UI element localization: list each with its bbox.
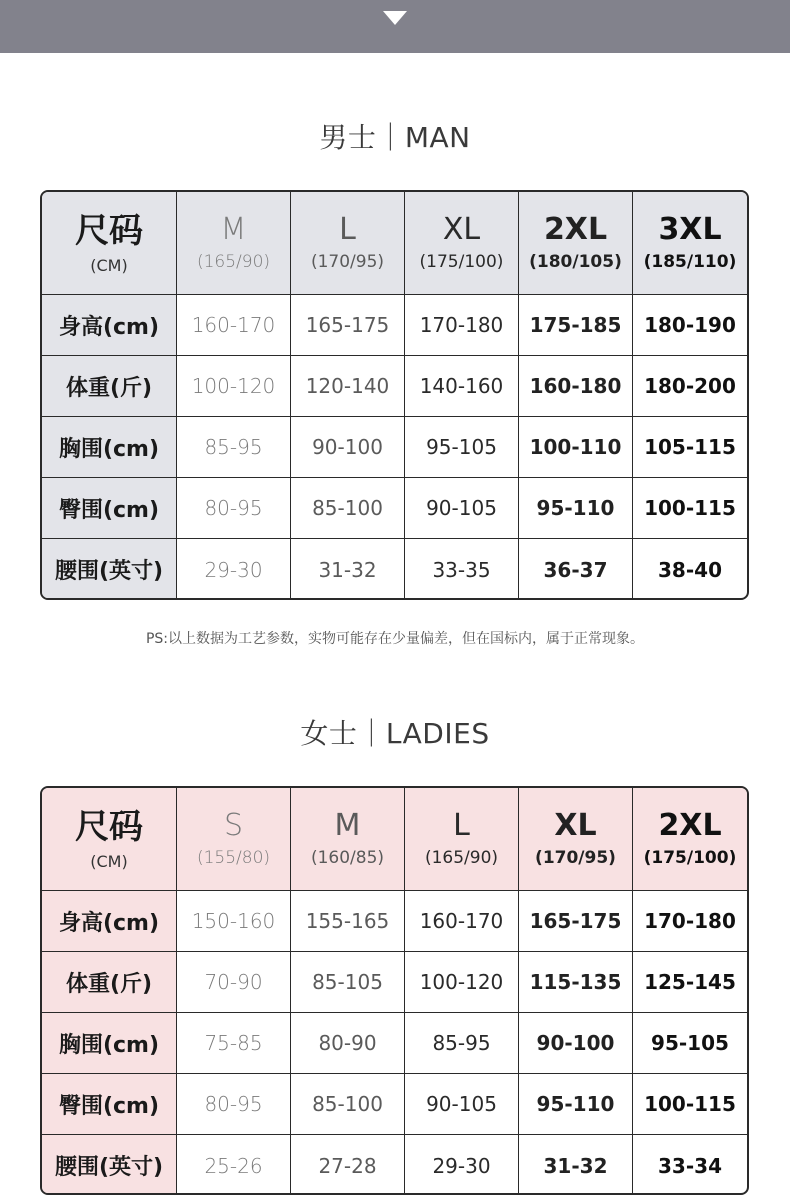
- size-header-cell: [519, 788, 633, 890]
- table-cell: 90-105: [405, 1074, 519, 1134]
- size-header-cell: [177, 192, 291, 294]
- header-label-cell: [42, 788, 177, 890]
- table-cell: 80-95: [177, 478, 291, 538]
- table-cell: 170-180: [644, 909, 736, 933]
- table-cell: 120-140: [291, 356, 405, 416]
- size-label: 尺码: [75, 806, 143, 847]
- size-name: 2XL: [543, 212, 608, 247]
- size-name: XL: [554, 808, 597, 843]
- table-cell: 85-100: [291, 1074, 405, 1134]
- size-code: (165/90): [196, 252, 271, 272]
- table-row: [42, 1013, 747, 1074]
- size-header-cell: [291, 192, 405, 294]
- section-title-man: 男士｜MAN: [319, 121, 471, 154]
- size-code: (170/95): [310, 252, 385, 272]
- table-cell: 85-95: [405, 1013, 519, 1073]
- row-label: 胸围(cm): [42, 1013, 177, 1073]
- size-code: (175/100): [643, 848, 737, 868]
- table-cell: 95-105: [651, 1031, 729, 1055]
- size-header-cell: [405, 192, 519, 294]
- table-row: [42, 539, 747, 600]
- table-row: [42, 356, 747, 417]
- size-code: (175/100): [419, 252, 504, 272]
- size-code: (185/110): [643, 252, 737, 272]
- table-cell: 80-95: [177, 1074, 291, 1134]
- table-row: [42, 1074, 747, 1135]
- triangle-down-icon: [383, 11, 407, 25]
- size-header-cell: [405, 788, 519, 890]
- header-label-cell: [42, 192, 177, 294]
- table-cell: 29-30: [405, 1135, 519, 1195]
- size-header-cell: [633, 788, 747, 890]
- row-label: 体重(斤): [42, 356, 177, 416]
- size-code: (170/95): [535, 848, 616, 868]
- size-table-man: [40, 190, 749, 600]
- footnote: PS:以上数据为工艺参数，实物可能存在少量偏差，但在国标内，属于正常现象。: [145, 631, 645, 647]
- table-row: [42, 952, 747, 1013]
- table-cell: 29-30: [177, 539, 291, 600]
- table-cell: 105-115: [644, 435, 736, 459]
- table-cell: 165-175: [291, 295, 405, 355]
- table-cell: 36-37: [519, 539, 633, 600]
- table-cell: 85-100: [291, 478, 405, 538]
- section-title-women: 女士｜LADIES: [300, 717, 490, 750]
- table-cell: 95-105: [405, 417, 519, 477]
- table-cell: 180-200: [644, 374, 736, 398]
- table-header-row: [42, 192, 747, 295]
- row-label: 臀围(cm): [42, 1074, 177, 1134]
- size-header-cell: [177, 788, 291, 890]
- table-cell: 100-115: [644, 1092, 736, 1116]
- table-cell: 100-115: [644, 496, 736, 520]
- table-cell: 170-180: [405, 295, 519, 355]
- table-cell: 25-26: [177, 1135, 291, 1195]
- table-cell: 38-40: [658, 557, 722, 582]
- size-table-women: [40, 786, 749, 1195]
- table-cell: 85-105: [291, 952, 405, 1012]
- table-cell: 27-28: [291, 1135, 405, 1195]
- size-name: M: [334, 808, 361, 843]
- table-row: [42, 1135, 747, 1195]
- size-header-cell: [633, 192, 747, 294]
- size-header-cell: [291, 788, 405, 890]
- row-label: 腰围(英寸): [42, 539, 177, 600]
- table-cell: 160-180: [519, 356, 633, 416]
- table-cell: 90-100: [519, 1013, 633, 1073]
- table-cell: 115-135: [519, 952, 633, 1012]
- table-cell: 165-175: [519, 891, 633, 951]
- size-name: L: [453, 808, 470, 843]
- table-row: [42, 478, 747, 539]
- row-label: 体重(斤): [42, 952, 177, 1012]
- table-cell: 140-160: [405, 356, 519, 416]
- table-cell: 95-110: [519, 1074, 633, 1134]
- table-cell: 90-100: [291, 417, 405, 477]
- table-row: [42, 891, 747, 952]
- row-label: 胸围(cm): [42, 417, 177, 477]
- size-label: 尺码: [75, 210, 143, 251]
- table-cell: 90-105: [405, 478, 519, 538]
- size-unit: (CM): [90, 851, 128, 871]
- size-name: L: [339, 212, 356, 247]
- size-code: (160/85): [310, 848, 385, 868]
- table-cell: 70-90: [177, 952, 291, 1012]
- size-name: 3XL: [658, 212, 722, 247]
- size-code: (155/80): [196, 848, 271, 868]
- row-label: 腰围(英寸): [42, 1135, 177, 1195]
- table-cell: 31-32: [519, 1135, 633, 1195]
- table-cell: 95-110: [519, 478, 633, 538]
- table-cell: 100-110: [519, 417, 633, 477]
- table-cell: 33-34: [658, 1153, 722, 1178]
- size-unit: (CM): [90, 255, 128, 275]
- table-cell: 100-120: [405, 952, 519, 1012]
- table-cell: 31-32: [291, 539, 405, 600]
- table-cell: 160-170: [177, 295, 291, 355]
- table-cell: 75-85: [177, 1013, 291, 1073]
- size-code: (180/105): [529, 252, 622, 272]
- table-cell: 33-35: [405, 539, 519, 600]
- size-name: M: [220, 212, 247, 247]
- size-code: (165/90): [424, 848, 499, 868]
- table-cell: 80-90: [291, 1013, 405, 1073]
- table-cell: 85-95: [177, 417, 291, 477]
- size-name: 2XL: [658, 808, 722, 843]
- table-row: [42, 417, 747, 478]
- table-cell: 150-160: [177, 891, 291, 951]
- table-row: [42, 295, 747, 356]
- table-cell: 100-120: [177, 356, 291, 416]
- table-cell: 125-145: [644, 970, 736, 994]
- table-cell: 180-190: [644, 313, 736, 337]
- size-name: S: [223, 808, 244, 843]
- row-label: 臀围(cm): [42, 478, 177, 538]
- top-banner: [0, 0, 790, 53]
- table-cell: 155-165: [291, 891, 405, 951]
- table-cell: 175-185: [519, 295, 633, 355]
- size-header-cell: [519, 192, 633, 294]
- row-label: 身高(cm): [42, 295, 177, 355]
- size-name: XL: [442, 212, 481, 247]
- table-cell: 160-170: [405, 891, 519, 951]
- row-label: 身高(cm): [42, 891, 177, 951]
- table-header-row: [42, 788, 747, 891]
